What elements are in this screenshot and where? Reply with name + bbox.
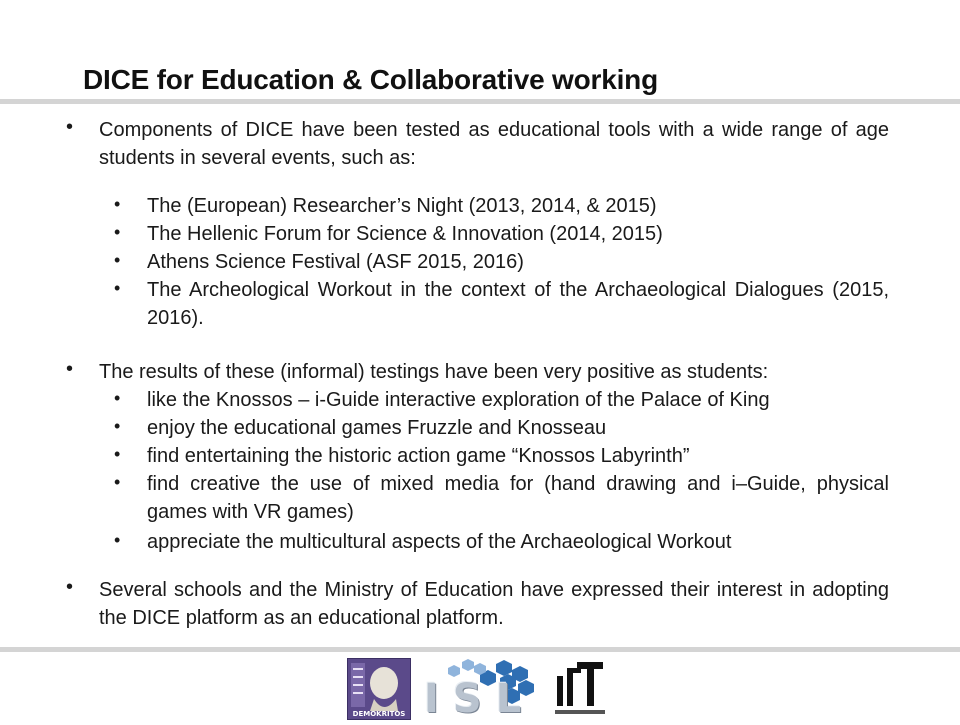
- bullet-2-sub-5: appreciate the multicultural aspects of the Archaeological Workout: [147, 531, 732, 553]
- iit-logo-icon: [553, 658, 607, 718]
- isl-logo: [418, 656, 543, 720]
- bullet-2-sub-3: find entertaining the historic action game “Knossos Labyrinth”: [147, 445, 690, 467]
- sub-bullet-marker: •: [114, 472, 121, 492]
- sub-bullet-marker: •: [114, 222, 121, 242]
- demokritos-logo: [347, 658, 411, 720]
- bullet-marker: •: [66, 116, 74, 138]
- bullet-1-sub-4: The Archeological Workout in the context of the Archaeological Dialogues (2015, 2016).: [147, 279, 889, 329]
- sub-bullet-marker: •: [114, 416, 121, 436]
- bullet-2-sub-4: find creative the use of mixed media for (hand drawing and i–Guide, physical games with VR games): [147, 473, 889, 523]
- demokritos-label: DEMOKRITOS: [352, 710, 406, 718]
- bullet-3-text: Several schools and the Ministry of Education have expressed their interest in adopting the DICE platform as an educational platform.: [99, 579, 889, 629]
- sub-bullet-marker: •: [114, 278, 121, 298]
- isl-label: ISL: [424, 676, 536, 722]
- bullet-marker: •: [66, 576, 74, 598]
- sub-bullet-marker: •: [114, 530, 121, 550]
- bullet-2-text: The results of these (informal) testings have been very positive as students:: [99, 361, 769, 383]
- bullet-2-sub-2: enjoy the educational games Fruzzle and Knosseau: [147, 417, 607, 439]
- title-divider: [0, 99, 960, 104]
- sub-bullet-marker: •: [114, 444, 121, 464]
- bullet-1-text: Components of DICE have been tested as educational tools with a wide range of age students in several events, such as:: [99, 119, 889, 169]
- sub-bullet-marker: •: [114, 388, 121, 408]
- bullet-1-sub-2: The Hellenic Forum for Science & Innovation (2014, 2015): [147, 223, 663, 245]
- iit-logo: [553, 658, 607, 718]
- bullet-2-sub-1: like the Knossos – i-Guide interactive exploration of the Palace of King: [147, 389, 770, 411]
- bullet-1-sub-3: Athens Science Festival (ASF 2015, 2016): [147, 251, 524, 273]
- bullet-marker: •: [66, 358, 74, 380]
- slide-title: DICE for Education & Collaborative working: [83, 64, 658, 95]
- footer-logos: [0, 656, 960, 720]
- footer-divider: [0, 647, 960, 652]
- sub-bullet-marker: •: [114, 194, 121, 214]
- bullet-1-sub-1: The (European) Researcher’s Night (2013, 2014, & 2015): [147, 195, 657, 217]
- sub-bullet-marker: •: [114, 250, 121, 270]
